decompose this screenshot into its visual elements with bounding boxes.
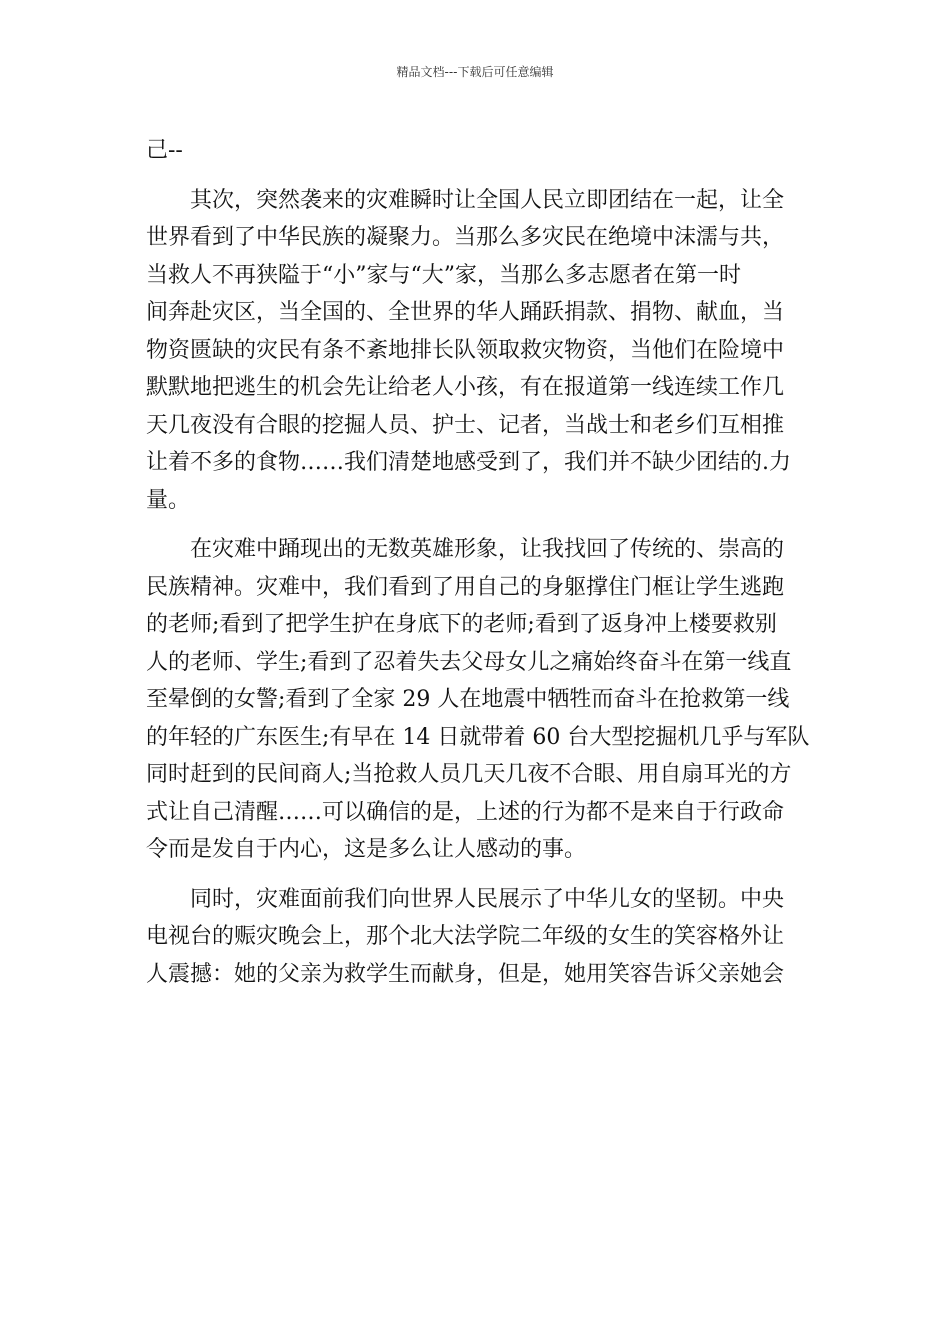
paragraph [146, 182, 806, 520]
text-line: 己-- [146, 138, 183, 163]
text-line: 的老师;看到了把学生护在身底下的老师;看到了返身冲上楼要救别 [146, 612, 777, 637]
text-line: 电视台的赈灾晚会上，那个北大法学院二年级的女生的笑容格外让 [146, 924, 785, 949]
text-line: 人震撼：她的父亲为救学生而献身，但是，她用笑容告诉父亲她会 [146, 961, 785, 987]
paragraph-gap [146, 519, 806, 531]
text-line: 物资匮缺的灾民有条不紊地排长队领取救灾物资，当他们在险境中 [146, 337, 785, 363]
text-line: 民族精神。灾难中，我们看到了用自己的身躯撑住门框让学生逃跑 [146, 574, 785, 600]
text-line: 的年轻的广东医生;有早在 14 日就带着 60 台大型挖掘机几乎与军队 [146, 724, 810, 750]
text-line: 当救人不再狭隘于“小”家与“大”家，当那么多志愿者在第一时 [146, 262, 741, 288]
paragraph-gap [146, 869, 806, 881]
text-line: 间奔赴灾区，当全国的、全世界的华人踊跃捐款、捐物、献血，当 [146, 300, 785, 325]
text-line: 在灾难中踊现出的无数英雄形象，让我找回了传统的、崇高的 [190, 537, 785, 562]
text-line: 令而是发自于内心，这是多么让人感动的事。 [146, 837, 587, 862]
text-line: 式让自己清醒……可以确信的是，上述的行为都不是来自于行政命 [146, 799, 785, 825]
text-line: 让着不多的食物……我们清楚地感受到了，我们并不缺少团结的.力 [146, 450, 791, 475]
text-line: 至晕倒的女警;看到了全家 29 人在地震中牺牲而奋斗在抢救第一线 [146, 687, 790, 712]
paragraph [146, 531, 810, 869]
page-header: 精品文档---下载后可任意编辑 [396, 65, 554, 79]
paragraph [146, 132, 806, 170]
text-line: 天几夜没有合眼的挖掘人员、护士、记者，当战士和老乡们互相推 [146, 412, 785, 438]
text-line: 同时，灾难面前我们向世界人民展示了中华儿女的坚韧。中央 [190, 886, 785, 912]
paragraph-gap [146, 170, 806, 182]
text-line: 世界看到了中华民族的凝聚力。当那么多灾民在绝境中沫濡与共， [146, 225, 785, 250]
paragraph [146, 881, 806, 994]
text-line: 默默地把逃生的机会先让给老人小孩，有在报道第一线连续工作几 [146, 375, 785, 400]
text-line: 量。 [146, 487, 191, 513]
text-line: 其次，突然袭来的灾难瞬时让全国人民立即团结在一起，让全 [190, 187, 785, 213]
document-body [146, 132, 810, 993]
text-line: 人的老师、学生;看到了忍着失去父母女儿之痛始终奋斗在第一线直 [146, 649, 792, 675]
text-line: 同时赶到的民间商人;当抢救人员几天几夜不合眼、用自扇耳光的方 [146, 762, 792, 787]
